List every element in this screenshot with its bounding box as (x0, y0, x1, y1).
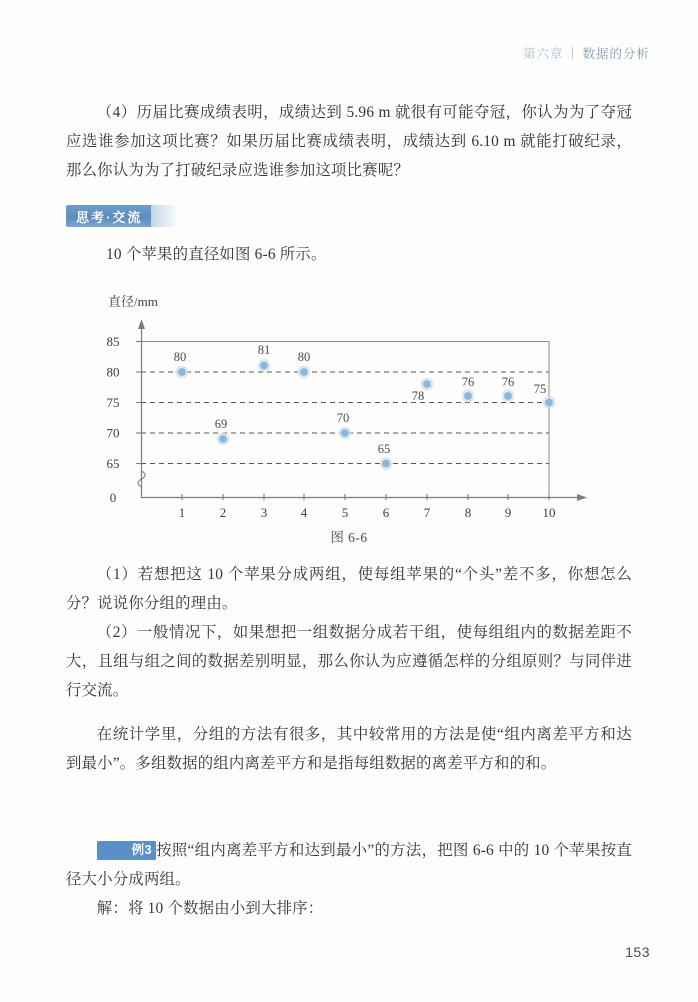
x-tick-label-10: 10 (542, 505, 556, 520)
data-point-2[interactable] (219, 435, 227, 443)
data-point-9[interactable] (504, 392, 512, 400)
y-tick-label-65: 65 (106, 456, 120, 471)
running-head-chapter: 第六章 (522, 47, 564, 61)
running-head-section: 数据的分析 (582, 47, 650, 61)
data-point-3[interactable] (260, 362, 268, 370)
data-points (178, 362, 553, 468)
figure-6-6 (66, 288, 632, 546)
data-label-3: 81 (257, 343, 271, 357)
y-axis-title: 直径/mm (108, 294, 158, 309)
data-point-5[interactable] (341, 429, 349, 437)
x-tick-label-1: 1 (178, 505, 186, 520)
paragraph-solution: 解：将 10 个数据由小到大排序： (96, 900, 324, 917)
y-tick-label-80: 80 (106, 364, 120, 380)
data-point-halos (176, 359, 556, 470)
data-point-1[interactable] (178, 368, 186, 376)
example-badge: 例3 (97, 841, 156, 860)
data-point-10[interactable] (545, 399, 553, 407)
data-label-2: 69 (214, 417, 228, 431)
paragraph-figure-intro: 10 个苹果的直径如图 6-6 所示。 (106, 246, 327, 263)
y-tick-label-85: 85 (106, 334, 120, 349)
x-axis-arrow (577, 494, 587, 501)
data-label-5: 70 (336, 411, 350, 425)
data-label-10: 75 (533, 382, 547, 396)
x-tick-label-9: 9 (504, 505, 512, 520)
data-label-9: 76 (501, 375, 515, 389)
data-point-7[interactable] (423, 380, 431, 388)
y-tick-label-75: 75 (106, 395, 120, 410)
data-label-6: 65 (377, 442, 391, 456)
x-tick-label-6: 6 (382, 505, 390, 520)
page-number: 153 (625, 944, 650, 960)
data-point-6[interactable] (382, 460, 390, 468)
x-tick-label-8: 8 (464, 505, 472, 520)
y-axis-arrow (138, 319, 145, 329)
data-point-8[interactable] (464, 392, 472, 400)
paragraph-question-1: （1）若想把这 10 个苹果分成两组，使每组苹果的“个头”差不多，你想怎么分？说说你分组的理由。 (66, 566, 632, 612)
paragraph-example-3 (66, 836, 632, 894)
x-tick-label-5: 5 (341, 505, 349, 520)
y-tick-label-0: 0 (109, 490, 117, 505)
data-label-8: 76 (461, 375, 475, 389)
running-head (523, 44, 650, 62)
data-label-1: 80 (173, 350, 187, 364)
section-badge-think-communicate (66, 205, 177, 227)
section-badge-label: 思考·交流 (66, 205, 151, 227)
data-label-7: 78 (411, 389, 425, 403)
y-tick-label-70: 70 (106, 425, 120, 441)
x-tick-label-4: 4 (300, 505, 308, 520)
paragraph-question-2: （2）一般情况下，如果想把一组数据分成若干组，使每组组内的数据差距不大，且组与组之间的数据差别明显，那么你认为应遵循怎样的分组原则？与同伴进行交流。 (66, 624, 632, 699)
data-point-4[interactable] (300, 368, 308, 376)
figure-caption: 图 6-6 (330, 530, 368, 545)
x-tick-label-3: 3 (260, 505, 268, 520)
running-head-divider (572, 47, 573, 59)
scatter-chart (66, 288, 632, 526)
paragraph-question-4: （4）历届比赛成绩表明，成绩达到 5.96 m 就很有可能夺冠，你认为为了夺冠应选谁参加这项比赛？如果历届比赛成绩表明，成绩达到 6.10 m 就能打破纪录，那么你认为为了打破纪录应选谁参加这项比赛呢？ (66, 104, 632, 179)
data-label-4: 80 (297, 350, 311, 364)
example-body-text: 按照“组内离差平方和达到最小”的方法，把图 6-6 中的 10 个苹果按直径大小分成两组。 (66, 842, 632, 888)
x-tick-label-2: 2 (219, 505, 227, 520)
paragraph-explanation: 在统计学里，分组的方法有很多，其中较常用的方法是使“组内离差平方和达到最小”。多组数据的组内离差平方和是指每组数据的离差平方和的和。 (66, 726, 632, 772)
section-badge-tail (151, 205, 177, 227)
x-tick-label-7: 7 (423, 505, 431, 520)
